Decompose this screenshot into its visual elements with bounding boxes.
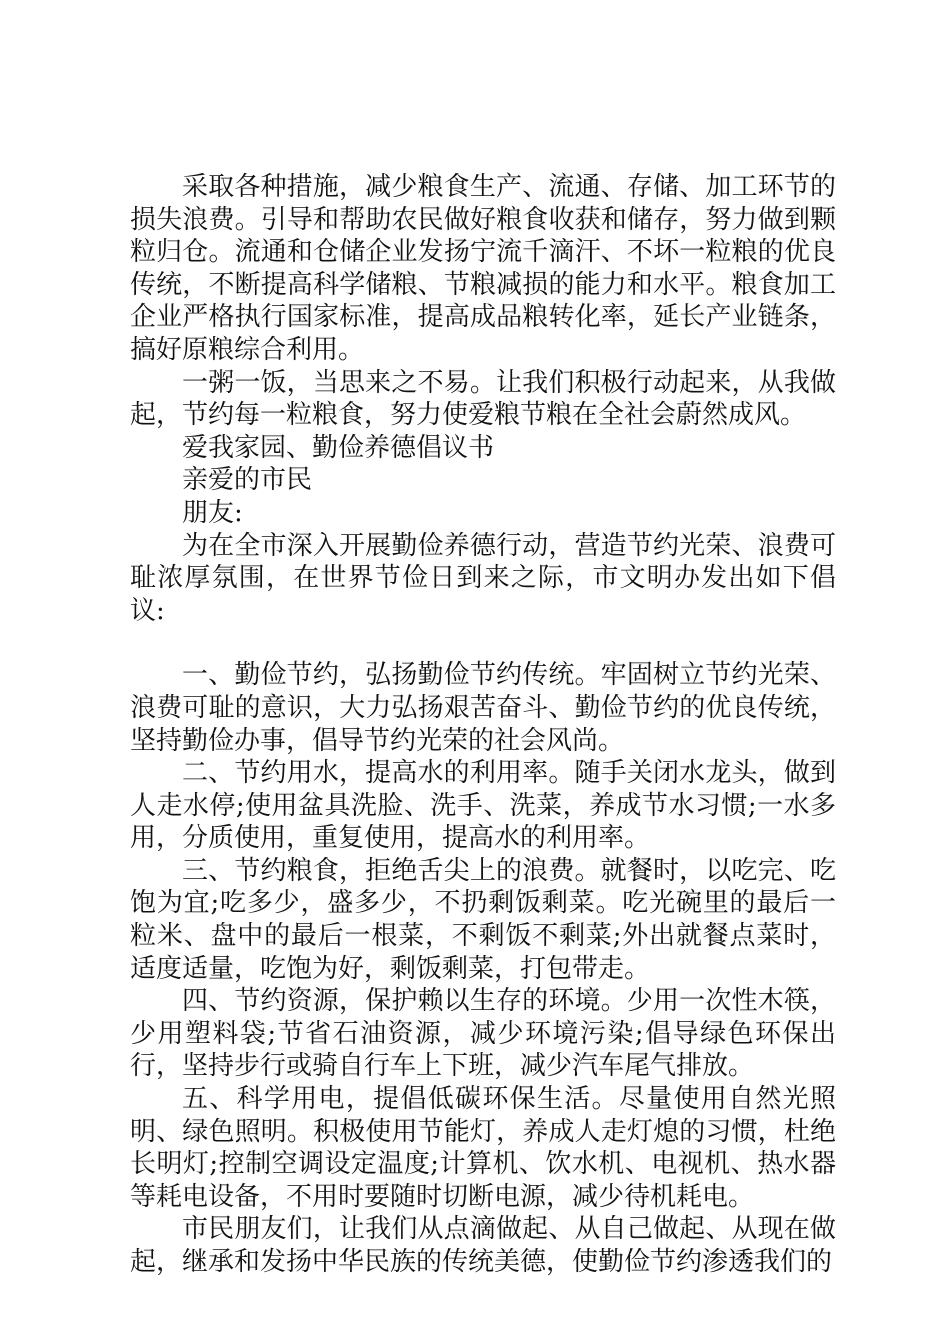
paragraph-introduction: 为在全市深入开展勤俭养德行动，营造节约光荣、浪费可耻浓厚氛围，在世界节俭日到来之际，市文明办发出如下倡议: bbox=[130, 530, 836, 626]
paragraph-closing: 市民朋友们，让我们从点滴做起、从自己做起、从现在做起，继承和发扬中华民族的传统美德，使勤俭节约渗透我们的 bbox=[130, 1214, 836, 1277]
proposal-item-3: 三、节约粮食，拒绝舌尖上的浪费。就餐时，以吃完、吃饱为宜;吃多少，盛多少，不扔剩饭剩菜。吃光碗里的最后一粒米、盘中的最后一根菜，不剩饭不剩菜;外出就餐点菜时，适度适量，吃饱为好，剩饭剩菜，打包带走。 bbox=[130, 855, 836, 984]
salutation-line-1: 亲爱的市民 bbox=[182, 465, 313, 496]
proposal-item-5: 五、科学用电，提倡低碳环保生活。尽量使用自然光照明、绿色照明。积极使用节能灯，养成人走灯熄的习惯，杜绝长明灯;控制空调设定温度;计算机、饮水机、电视机、热水器等耗电设备，不用时要随时切断电源，减少待机耗电。 bbox=[130, 1084, 836, 1212]
salutation-line-2: 朋友: bbox=[182, 497, 243, 528]
paragraph-cherish-food: 一粥一饭，当思来之不易。让我们积极行动起来，从我做起，节约每一粒粮食，努力使爱粮节粮在全社会蔚然成风。 bbox=[130, 367, 836, 431]
document-body bbox=[130, 171, 836, 1279]
proposal-item-2: 二、节约用水，提高水的利用率。随手关闭水龙头，做到人走水停;使用盆具洗脸、洗手、洗菜，养成节水习惯;一水多用，分质使用，重复使用，提高水的利用率。 bbox=[130, 758, 836, 854]
proposal-item-1: 一、勤俭节约，弘扬勤俭节约传统。牢固树立节约光荣、浪费可耻的意识，大力弘扬艰苦奋斗、勤俭节约的优良传统，坚持勤俭办事，倡导节约光荣的社会风尚。 bbox=[130, 660, 836, 756]
proposal-title: 爱我家园、勤俭养德倡议书 bbox=[182, 432, 495, 463]
paragraph-grain-loss-measures: 采取各种措施，减少粮食生产、流通、存储、加工环节的损失浪费。引导和帮助农民做好粮食收获和储存，努力做到颗粒归仓。流通和仓储企业发扬宁流千滴汗、不坏一粒粮的优良传统，不断提高科学储粮、节粮减损的能力和水平。粮食加工企业严格执行国家标准，提高成品粮转化率，延长产业链条，搞好原粮综合利用。 bbox=[130, 172, 836, 365]
proposal-item-4: 四、节约资源，保护赖以生存的环境。少用一次性木筷，少用塑料袋;节省石油资源，减少环境污染;倡导绿色环保出行，坚持步行或骑自行车上下班，减少汽车尾气排放。 bbox=[130, 986, 836, 1082]
